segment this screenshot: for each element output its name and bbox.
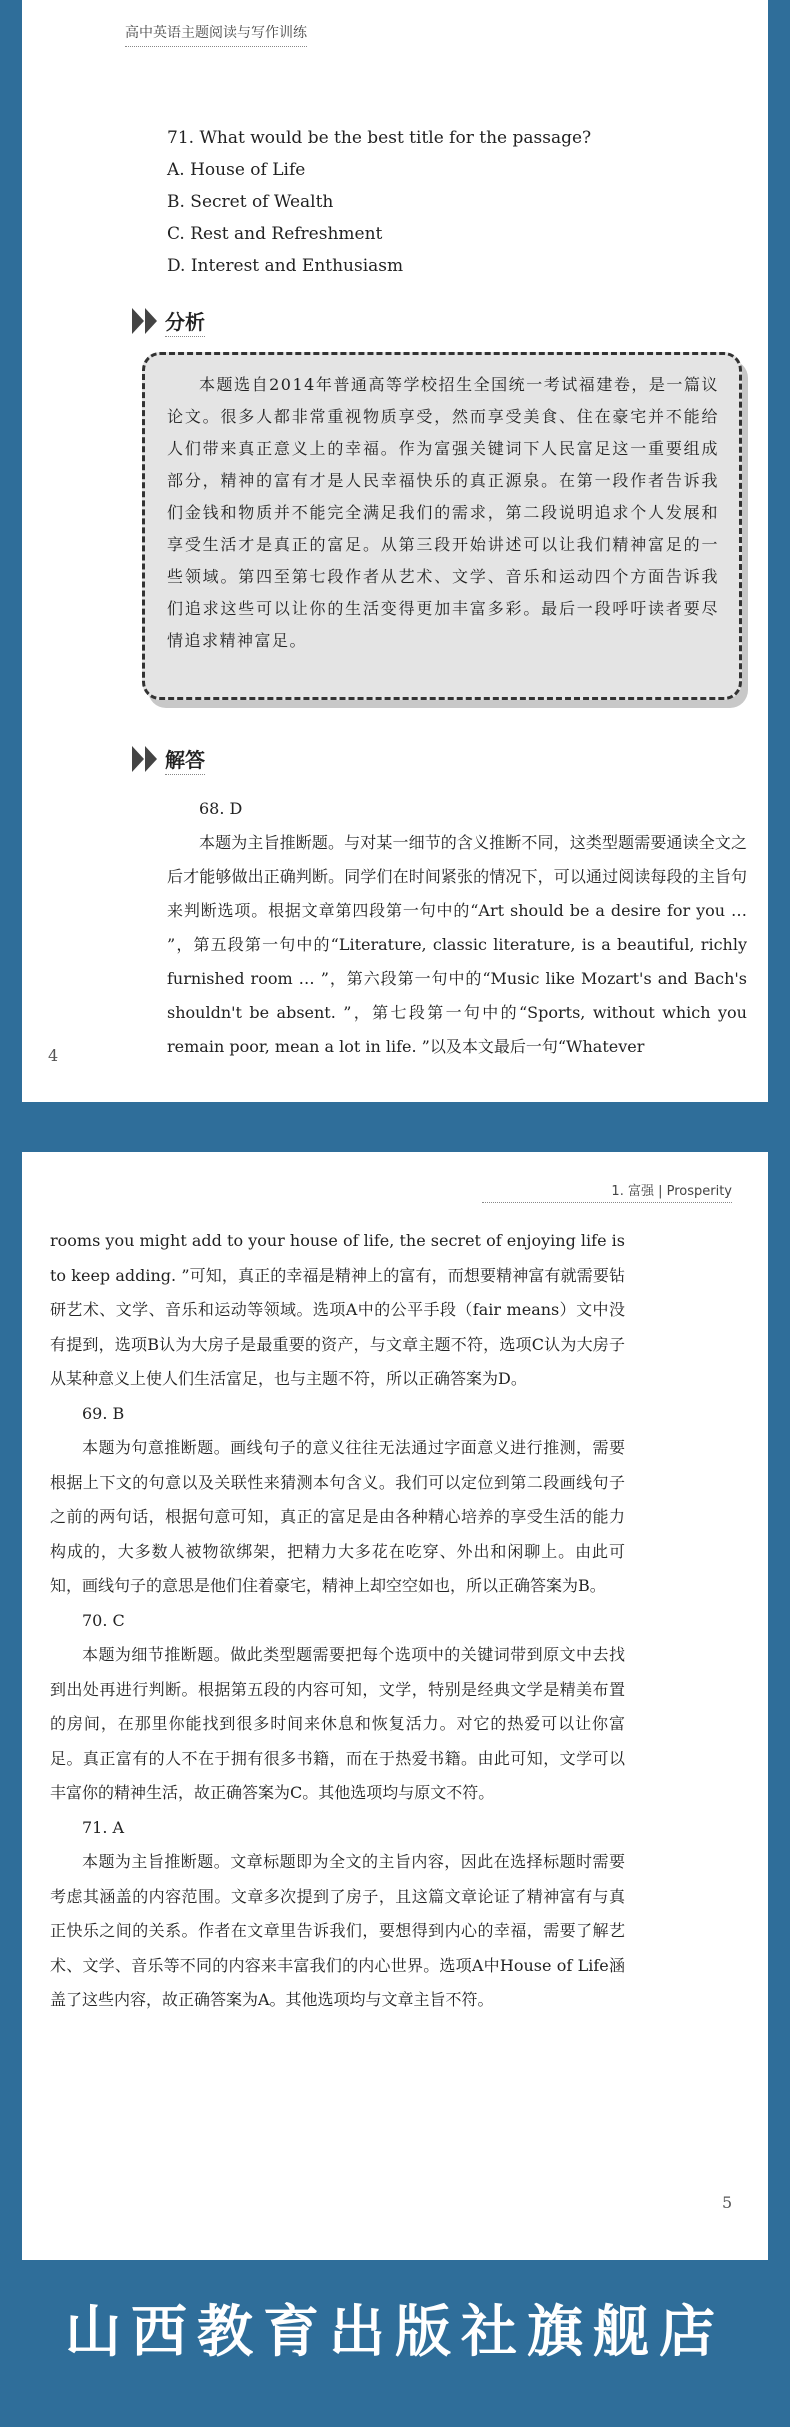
- answer-69-number: 69. B: [82, 1403, 125, 1423]
- answer-heading: [132, 744, 205, 773]
- running-head-rule: [482, 1202, 732, 1203]
- chevron-right-icon: [145, 746, 157, 772]
- option-b: B. Secret of Wealth: [167, 192, 334, 212]
- analysis-heading: [132, 306, 205, 335]
- answer-68-number: 68. D: [199, 799, 243, 818]
- answer-68-text: 本题为主旨推断题。与对某一细节的含义推断不同，这类型题需要通读全文之后才能够做出正确判断。同学们在时间紧张的情况下，可以通过阅读每段的主旨句来判断选项。根据文章第四段第一句中的“Art should be a desire for you … ”，第五段第一句中的“Literature, classic literature, is a beautiful, richly furnished room … ”，第六段第一句中的“Music like Mozart's and Bach's shouldn't be absent. ”，第七段第一句中的“Sports, without which you remain poor, mean a lot in life. ”以及本文最后一句“Whatever: [167, 833, 747, 1056]
- book-page-4: [22, 0, 768, 1102]
- running-head: 高中英语主题阅读与写作训练: [125, 22, 307, 47]
- answer-71-text: 本题为主旨推断题。文章标题即为全文的主旨内容，因此在选择标题时需要考虑其涵盖的内容范围。文章多次提到了房子，且这篇文章论证了精神富有与真正快乐之间的关系。作者在文章里告诉我们，要想得到内心的幸福，需要了解艺术、文学、音乐等不同的内容来丰富我们的内心世界。选项A中House of Life涵盖了这些内容，故正确答案为A。其他选项均与文章主旨不符。: [50, 1852, 625, 2009]
- question-stem: 71. What would be the best title for the passage?: [167, 128, 592, 148]
- chevron-right-icon: [132, 746, 144, 772]
- chevron-right-icon: [145, 308, 157, 334]
- store-name: 山西教育出版社旗舰店: [65, 2300, 725, 2365]
- answer-70-text: 本题为细节推断题。做此类型题需要把每个选项中的关键词带到原文中去找到出处再进行判断。根据第五段的内容可知，文学，特别是经典文学是精美布置的房间，在那里你能找到很多时间来休息和恢复活力。对它的热爱可以让你富足。真正富有的人不在于拥有很多书籍，而在于热爱书籍。由此可知，文学可以丰富你的精神生活，故正确答案为C。其他选项均与原文不符。: [50, 1645, 625, 1802]
- option-c: C. Rest and Refreshment: [167, 224, 383, 244]
- answer-68-continued: rooms you might add to your house of life, the secret of enjoying life is to keep adding. ”可知，真正的幸福是精神上的富有，而想要精神富有就需要钻研艺术、文学、音乐和运动等领域。选项A中的公平手段（fair means）文中没有提到，选项B认为大房子是最重要的资产，与文章主题不符，选项C认为大房子从某种意义上使人们生活富足，也与主题不符，所以正确答案为D。: [50, 1231, 625, 1388]
- page-number: 4: [48, 1046, 59, 1065]
- question-71: [167, 122, 591, 282]
- answer-70-number: 70. C: [82, 1610, 125, 1630]
- analysis-heading-label: 分析: [165, 310, 205, 337]
- chevron-right-icon: [132, 308, 144, 334]
- answer-heading-label: 解答: [165, 748, 205, 775]
- answer-69-text: 本题为句意推断题。画线句子的意义往往无法通过字面意义进行推测，需要根据上下文的句意以及关联性来猜测本句含义。我们可以定位到第二段画线句子之前的两句话，根据句意可知，真正的富足是由各种精心培养的享受生活的能力构成的，大多数人被物欲绑架，把精力大多花在吃穿、外出和闲聊上。由此可知，画线句子的意思是他们住着豪宅，精神上却空空如也，所以正确答案为B。: [50, 1438, 625, 1595]
- store-banner: [0, 2268, 790, 2388]
- answer-71-number: 71. A: [82, 1817, 125, 1837]
- option-d: D. Interest and Enthusiasm: [167, 256, 404, 276]
- option-a: A. House of Life: [167, 160, 306, 180]
- answer-68-block: [167, 792, 747, 1064]
- running-head: 1. 富强 | Prosperity: [611, 1184, 732, 1199]
- answer-69-71-block: [50, 1224, 625, 2018]
- option-list: [167, 154, 591, 282]
- analysis-box: 本题选自2014年普通高等学校招生全国统一考试福建卷，是一篇议论文。很多人都非常重视物质享受，然而享受美食、住在豪宅并不能给人们带来真正意义上的幸福。作为富强关键词下人民富足这一重要组成部分，精神的富有才是人民幸福快乐的真正源泉。在第一段作者告诉我们金钱和物质并不能完全满足我们的需求，第二段说明追求个人发展和享受生活才是真正的富足。从第三段开始讲述可以让我们精神富足的一些领域。第四至第七段作者从艺术、文学、音乐和运动四个方面告诉我们追求这些可以让你的生活变得更加丰富多彩。最后一段呼吁读者要尽情追求精神富足。: [142, 352, 742, 700]
- page-number: 5: [722, 2193, 733, 2212]
